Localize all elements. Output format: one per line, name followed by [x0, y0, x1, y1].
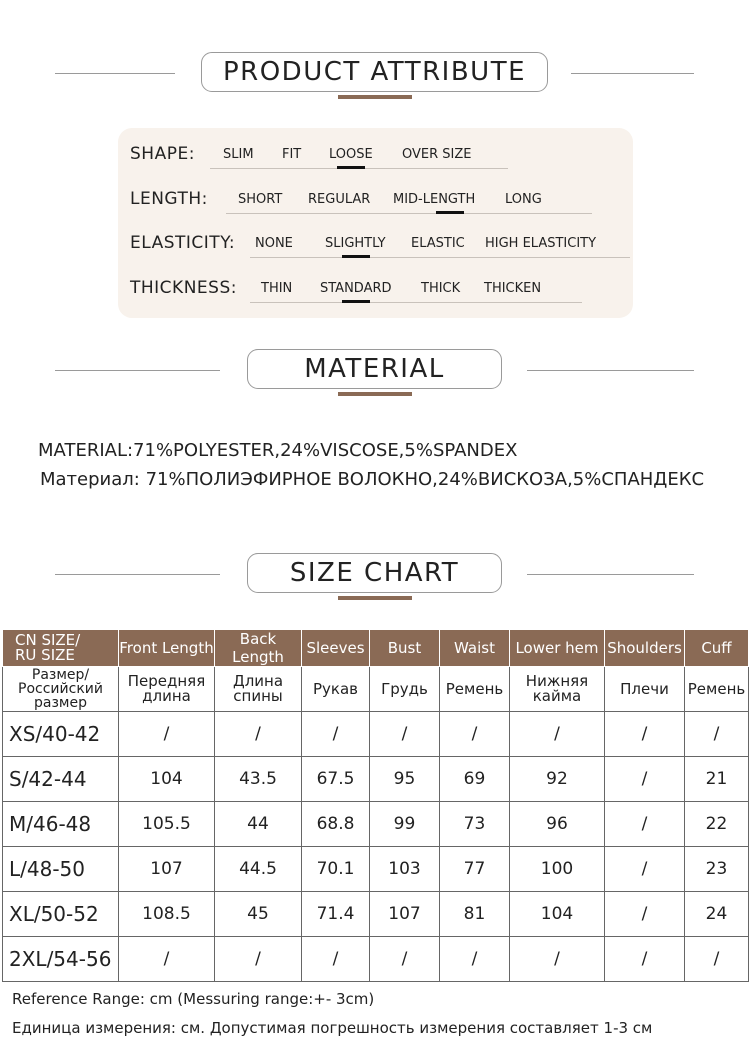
attr-option-selected: STANDARD	[320, 281, 392, 296]
divider-line	[527, 370, 694, 371]
note-english: Reference Range: cm (Messuring range:+- 3cm)	[12, 990, 375, 1008]
column-header-ru: Рукав	[302, 667, 370, 712]
divider-line	[571, 73, 694, 74]
column-header-ru: Грудь	[370, 667, 440, 712]
table-cell: /	[215, 712, 302, 757]
title-underline	[338, 596, 412, 600]
table-cell: 70.1	[302, 847, 370, 892]
table-cell: 21	[685, 757, 749, 802]
table-cell: 44	[215, 802, 302, 847]
table-cell: 92	[510, 757, 605, 802]
column-header-ru: Размер/ Российский размер	[3, 667, 119, 712]
size-label-cell: XS/40-42	[3, 712, 119, 757]
table-cell: 69	[440, 757, 510, 802]
table-cell: 44.5	[215, 847, 302, 892]
attr-option: HIGH ELASTICITY	[485, 236, 597, 251]
table-cell: /	[605, 847, 685, 892]
size-label-cell: XL/50-52	[3, 892, 119, 937]
divider-line	[55, 370, 220, 371]
column-header: Shoulders	[605, 630, 685, 667]
note-russian: Единица измерения: см. Допустимая погрешность измерения составляет 1-3 см	[12, 1019, 653, 1037]
table-cell: 24	[685, 892, 749, 937]
attr-key: SHAPE:	[130, 144, 195, 164]
column-header: Lower hem	[510, 630, 605, 667]
attr-option: LONG	[505, 192, 542, 207]
table-cell: 68.8	[302, 802, 370, 847]
table-cell: 23	[685, 847, 749, 892]
material-heading	[0, 349, 750, 409]
attr-option-selected: SLIGHTLY	[325, 236, 386, 251]
table-cell: /	[440, 937, 510, 982]
divider-line	[527, 574, 694, 575]
table-cell: 77	[440, 847, 510, 892]
table-cell: /	[119, 937, 215, 982]
attr-key: THICKNESS:	[130, 278, 237, 298]
attr-key: ELASTICITY:	[130, 233, 236, 253]
table-subheader-row	[3, 667, 749, 712]
column-header: CN SIZE/ RU SIZE	[3, 630, 119, 667]
table-cell: /	[302, 937, 370, 982]
size-label-cell: S/42-44	[3, 757, 119, 802]
table-cell: 99	[370, 802, 440, 847]
attr-option: NONE	[255, 236, 293, 251]
table-cell: 45	[215, 892, 302, 937]
table-cell: 96	[510, 802, 605, 847]
size-label-cell: L/48-50	[3, 847, 119, 892]
table-cell: 43.5	[215, 757, 302, 802]
size-label-cell: 2XL/54-56	[3, 937, 119, 982]
selected-marker	[342, 300, 370, 303]
section-title: PRODUCT ATTRIBUTE	[201, 52, 548, 92]
size-table	[2, 629, 749, 982]
table-cell: /	[215, 937, 302, 982]
table-cell: /	[510, 712, 605, 757]
column-header-ru: Плечи	[605, 667, 685, 712]
table-header-row	[3, 630, 749, 667]
table-cell: /	[605, 757, 685, 802]
table-cell: /	[370, 712, 440, 757]
table-cell: 95	[370, 757, 440, 802]
table-cell: /	[119, 712, 215, 757]
table-row	[3, 802, 749, 847]
selected-marker	[337, 166, 365, 169]
section-title: SIZE CHART	[247, 553, 502, 593]
material-russian: Материал: 71%ПОЛИЭФИРНОЕ ВОЛОКНО,24%ВИСКОЗА,5%СПАНДЕКС	[40, 469, 705, 490]
column-header-ru: Ремень	[440, 667, 510, 712]
attr-option: REGULAR	[308, 192, 371, 207]
column-header: Back Length	[215, 630, 302, 667]
table-cell: /	[685, 937, 749, 982]
table-cell: /	[510, 937, 605, 982]
table-cell: 67.5	[302, 757, 370, 802]
table-cell: 108.5	[119, 892, 215, 937]
table-cell: 107	[370, 892, 440, 937]
table-cell: 105.5	[119, 802, 215, 847]
attr-rule	[250, 257, 630, 258]
section-title: MATERIAL	[247, 349, 502, 389]
selected-marker	[436, 211, 464, 214]
attr-rule	[250, 302, 582, 303]
table-cell: 104	[510, 892, 605, 937]
attribute-panel	[118, 128, 633, 318]
column-header: Waist	[440, 630, 510, 667]
table-cell: /	[605, 937, 685, 982]
table-row	[3, 892, 749, 937]
column-header-ru: Нижняя кайма	[510, 667, 605, 712]
column-header: Sleeves	[302, 630, 370, 667]
table-cell: 81	[440, 892, 510, 937]
column-header-ru: Ремень	[685, 667, 749, 712]
column-header: Cuff	[685, 630, 749, 667]
title-underline	[338, 392, 412, 396]
attr-option-selected: MID-LENGTH	[393, 192, 476, 207]
table-cell: 100	[510, 847, 605, 892]
table-cell: /	[605, 802, 685, 847]
size-label-cell: M/46-48	[3, 802, 119, 847]
product-attribute-heading	[0, 52, 750, 112]
attr-option: THICKEN	[484, 281, 542, 296]
table-cell: 22	[685, 802, 749, 847]
attr-option: SHORT	[238, 192, 283, 207]
table-row	[3, 937, 749, 982]
column-header-ru: Передняя длина	[119, 667, 215, 712]
attr-rule	[226, 213, 592, 214]
attr-option: ELASTIC	[411, 236, 465, 251]
attr-option: SLIM	[223, 147, 254, 162]
table-cell: /	[605, 892, 685, 937]
table-cell: 73	[440, 802, 510, 847]
table-cell: /	[605, 712, 685, 757]
column-header: Bust	[370, 630, 440, 667]
size-chart-heading	[0, 553, 750, 613]
table-cell: /	[685, 712, 749, 757]
table-cell: /	[370, 937, 440, 982]
attr-option: FIT	[282, 147, 302, 162]
table-row	[3, 712, 749, 757]
attr-option: OVER SIZE	[402, 147, 472, 162]
table-row	[3, 757, 749, 802]
title-underline	[338, 95, 412, 99]
attr-option: THICK	[421, 281, 461, 296]
attr-key: LENGTH:	[130, 189, 208, 209]
column-header: Front Length	[119, 630, 215, 667]
table-cell: 103	[370, 847, 440, 892]
table-cell: 71.4	[302, 892, 370, 937]
selected-marker	[342, 255, 370, 258]
table-cell: 107	[119, 847, 215, 892]
attr-option-selected: LOOSE	[329, 147, 373, 162]
divider-line	[55, 574, 220, 575]
column-header-ru: Длина спины	[215, 667, 302, 712]
material-english: MATERIAL:71%POLYESTER,24%VISCOSE,5%SPANDEX	[38, 440, 518, 461]
table-row	[3, 847, 749, 892]
divider-line	[55, 73, 175, 74]
table-cell: /	[302, 712, 370, 757]
table-cell: /	[440, 712, 510, 757]
attr-option: THIN	[261, 281, 293, 296]
table-cell: 104	[119, 757, 215, 802]
